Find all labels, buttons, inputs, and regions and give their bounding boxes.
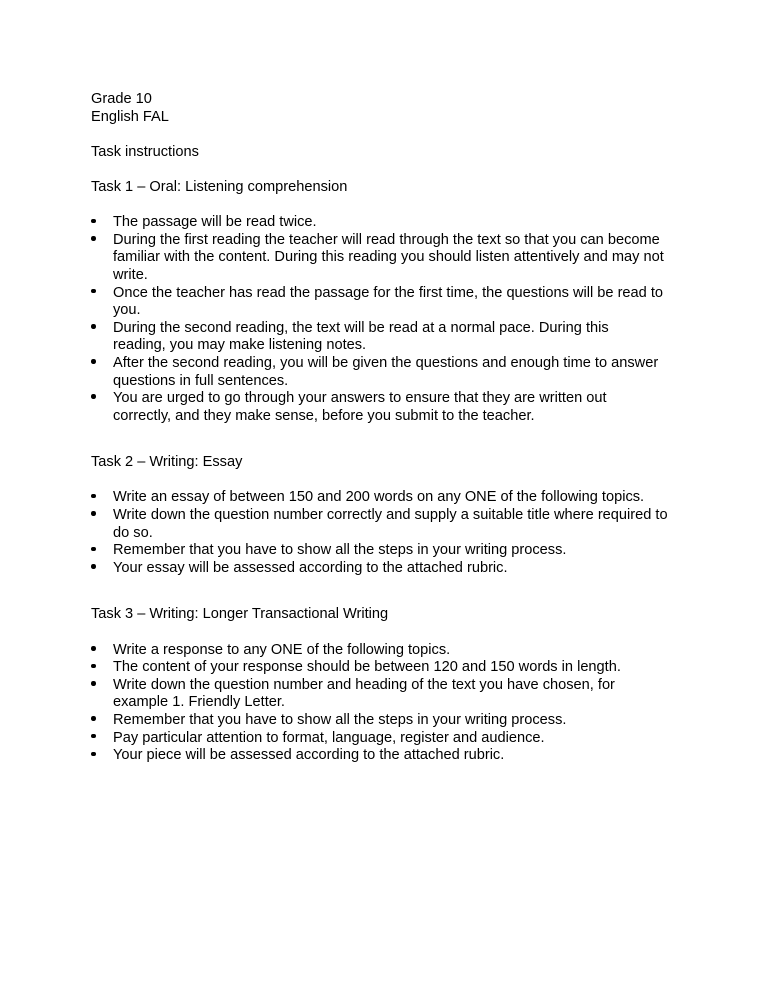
bullet-icon — [91, 320, 101, 338]
list-item: Your essay will be assessed according to the attached rubric. — [91, 560, 691, 578]
list-item: Your piece will be assessed according to the attached rubric. — [91, 747, 691, 765]
bullet-icon — [91, 677, 101, 695]
list-item: Remember that you have to show all the steps in your writing process. — [91, 542, 691, 560]
task-2-bullet-list — [91, 489, 691, 577]
subject-label: English FAL — [91, 108, 169, 125]
bullet-icon — [91, 730, 101, 748]
task-1-heading: Task 1 – Oral: Listening comprehension — [91, 178, 348, 195]
bullet-icon — [91, 489, 101, 507]
list-item: The content of your response should be between 120 and 150 words in length. — [91, 659, 691, 677]
bullet-icon — [91, 232, 101, 250]
list-item: Write down the question number and heading of the text you have chosen, for example 1. Friendly Letter. — [91, 677, 653, 712]
list-item: Write a response to any ONE of the following topics. — [91, 642, 691, 660]
list-item: During the first reading the teacher will read through the text so that you can become familiar with the content. During this reading you should listen attentively and may not write. — [91, 232, 681, 285]
bullet-icon — [91, 355, 101, 373]
instructions-title: Task instructions — [91, 143, 199, 160]
list-item: The passage will be read twice. — [91, 214, 691, 232]
list-item: Pay particular attention to format, language, register and audience. — [91, 730, 691, 748]
list-item: Write an essay of between 150 and 200 words on any ONE of the following topics. — [91, 489, 691, 507]
document-body — [91, 91, 691, 765]
bullet-icon — [91, 642, 101, 660]
bullet-icon — [91, 747, 101, 765]
grade-label: Grade 10 — [91, 91, 152, 107]
list-item: Remember that you have to show all the steps in your writing process. — [91, 712, 691, 730]
bullet-icon — [91, 659, 101, 677]
list-item: Write down the question number correctly and supply a suitable title where required to do so. — [91, 507, 683, 542]
bullet-icon — [91, 712, 101, 730]
bullet-icon — [91, 285, 101, 303]
task-3-heading: Task 3 – Writing: Longer Transactional Writing — [91, 606, 389, 623]
bullet-icon — [91, 390, 101, 408]
bullet-icon — [91, 560, 101, 578]
task-2-heading: Task 2 – Writing: Essay — [91, 454, 243, 471]
list-item: After the second reading, you will be given the questions and enough time to answer questions in full sentences. — [91, 355, 673, 390]
bullet-icon — [91, 214, 101, 232]
task-1-bullet-list — [91, 214, 691, 425]
task-3-bullet-list — [91, 642, 691, 765]
bullet-icon — [91, 542, 101, 560]
list-item: You are urged to go through your answers to ensure that they are written out correctly, and they make sense, before you submit to the teacher. — [91, 390, 665, 425]
list-item: Once the teacher has read the passage for the first time, the questions will be read to you. — [91, 285, 673, 320]
list-item: During the second reading, the text will be read at a normal pace. During this reading, you may make listening notes. — [91, 320, 661, 355]
bullet-icon — [91, 507, 101, 525]
